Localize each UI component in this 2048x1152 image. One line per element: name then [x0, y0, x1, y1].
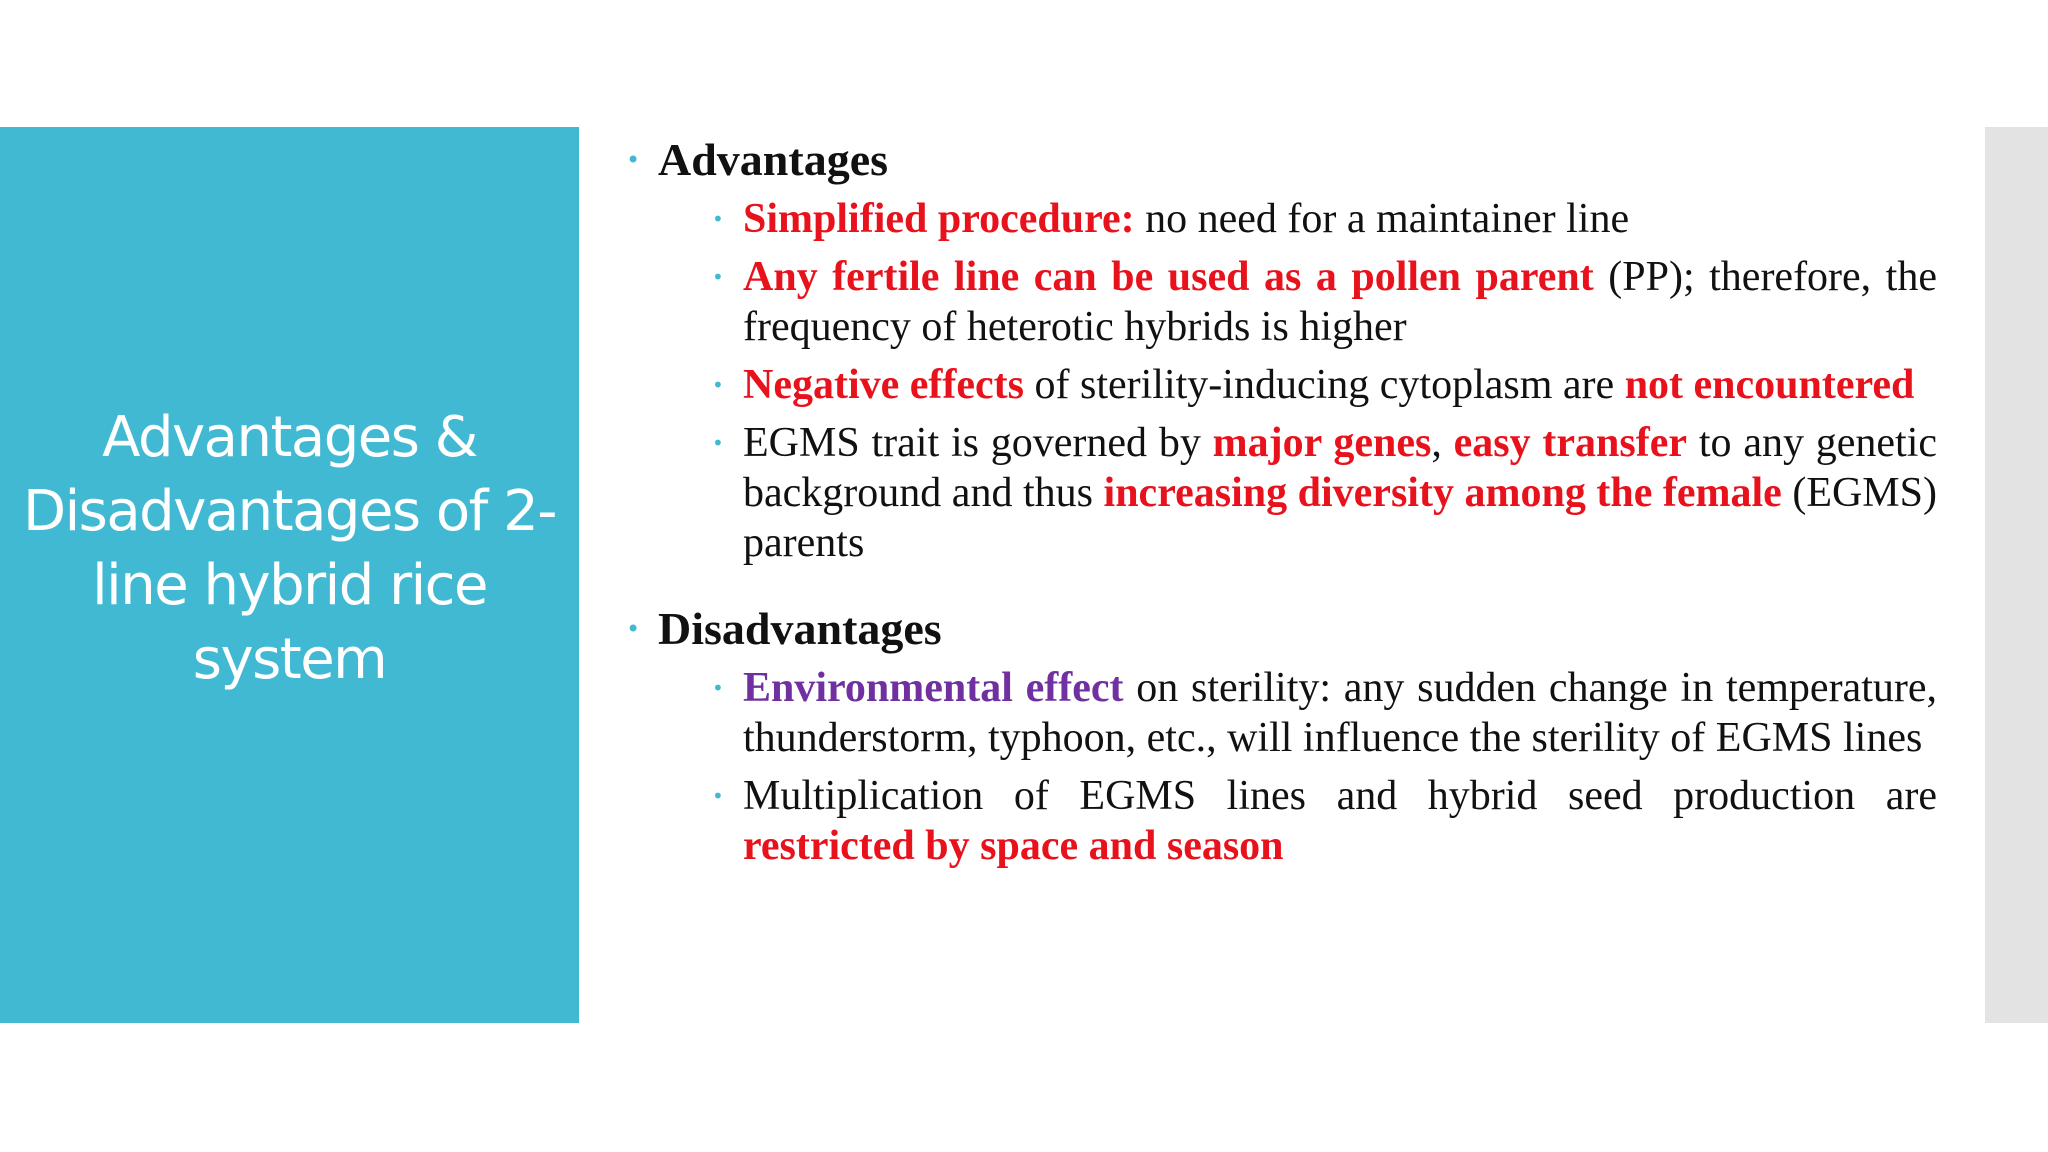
slide-title: Advantages & Disadvantages of 2-line hybrid rice system — [22, 404, 557, 692]
emphasis-text: not encountered — [1624, 362, 1915, 408]
content-area — [620, 132, 1937, 871]
disadvantage-item — [712, 771, 1937, 871]
bullet-dot-icon: • — [626, 146, 641, 174]
bullet-dot-icon: • — [712, 431, 724, 455]
item-text: , — [1431, 420, 1454, 466]
bullet-dot-icon: • — [712, 784, 724, 808]
side-bar — [1985, 127, 2048, 1023]
emphasis-text: Negative effects — [743, 362, 1024, 408]
advantage-item — [712, 252, 1937, 352]
emphasis-text: Environmental effect — [743, 665, 1124, 711]
title-panel — [0, 127, 579, 1023]
bullet-dot-icon: • — [712, 265, 724, 289]
emphasis-text: Any fertile line can be used as a pollen parent — [743, 254, 1594, 300]
advantage-item — [712, 360, 1937, 410]
item-text: Multiplication of EGMS lines and hybrid seed production are — [743, 773, 1937, 819]
item-text: (PP); therefore, the frequency of heterotic hybrids is higher — [743, 254, 1937, 350]
disadvantages-heading-text: Disadvantages — [658, 603, 942, 654]
disadvantages-section — [620, 601, 1937, 871]
item-text: no need for a maintainer line — [1134, 196, 1630, 242]
item-text: on sterility: any sudden change in temperature, thunderstorm, typhoon, etc., will influence the sterility of EGMS lines — [743, 665, 1937, 761]
disadvantage-item — [712, 663, 1937, 763]
advantages-section — [620, 132, 1937, 568]
advantage-item — [712, 194, 1937, 244]
bullet-dot-icon: • — [712, 207, 724, 231]
item-text: (EGMS) parents — [743, 470, 1937, 566]
bullet-dot-icon: • — [712, 676, 724, 700]
emphasis-text: increasing diversity among the female — [1103, 470, 1782, 516]
emphasis-text: major genes — [1212, 420, 1432, 466]
bullet-dot-icon: • — [712, 373, 724, 397]
item-text: of sterility-inducing cytoplasm are — [1024, 362, 1625, 408]
item-text: EGMS trait is governed by — [743, 420, 1213, 466]
bullet-dot-icon: • — [626, 615, 641, 643]
advantages-heading — [620, 132, 1937, 188]
emphasis-text: Simplified procedure: — [743, 196, 1135, 242]
item-text: to any genetic background and thus — [743, 420, 1938, 516]
emphasis-text: restricted by space and season — [743, 823, 1284, 869]
advantage-item — [712, 418, 1938, 568]
disadvantages-heading — [620, 601, 1937, 657]
emphasis-text: easy transfer — [1453, 420, 1688, 466]
advantages-heading-text: Advantages — [658, 134, 889, 185]
